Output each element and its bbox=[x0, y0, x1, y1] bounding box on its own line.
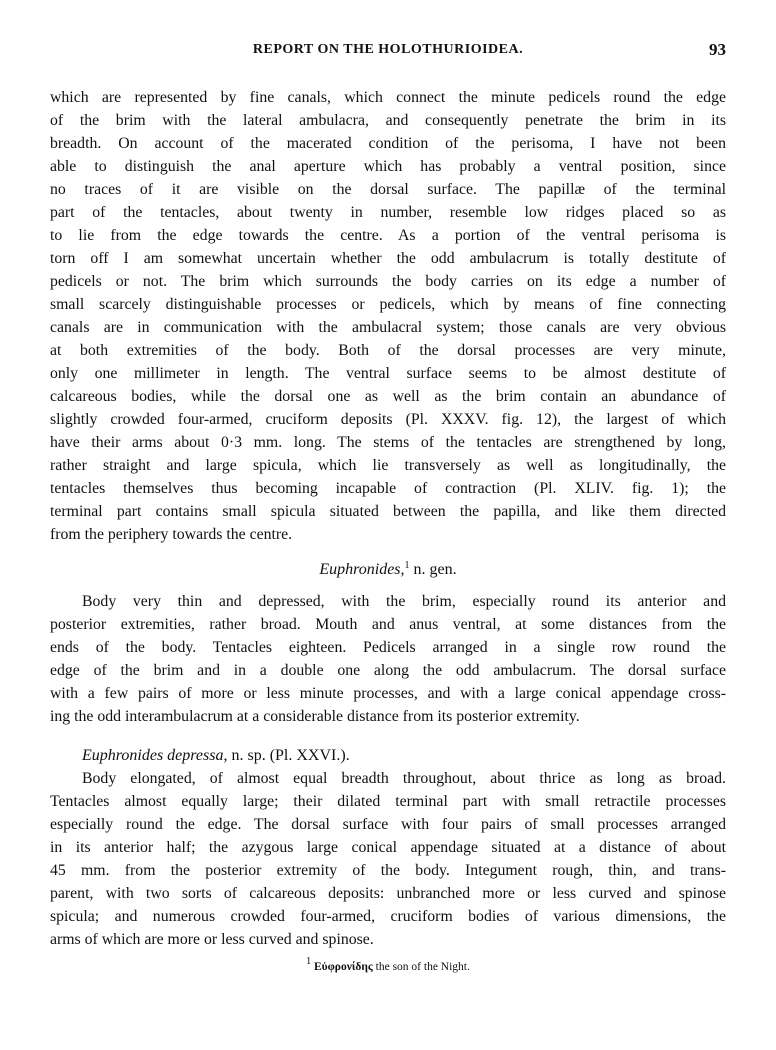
text-line: rather straight and large spicula, which lie transversely as well as longitudinally, the bbox=[50, 457, 726, 474]
text-line: terminal part contains small spicula situated between the papilla, and like them directed bbox=[50, 503, 726, 520]
text-line: tentacles themselves thus becoming incapable of contraction (Pl. XLIV. fig. 1); the bbox=[50, 480, 726, 497]
page-header bbox=[50, 42, 726, 66]
text-line: Tentacles almost equally large; their dilated terminal part with small retractile processes bbox=[50, 793, 726, 810]
text-line: 45 mm. from the posterior extremity of the body. Integument rough, thin, and trans- bbox=[50, 862, 726, 879]
text-line: part of the tentacles, about twenty in number, resemble low ridges placed so as bbox=[50, 204, 726, 221]
footnote bbox=[50, 956, 726, 975]
text-line: especially round the edge. The dorsal surface with four pairs of small processes arranged bbox=[50, 816, 726, 833]
text-line: parent, with two sorts of calcareous deposits: unbranched more or less curved and spinose bbox=[50, 885, 726, 902]
footnote-reference: 1 bbox=[404, 560, 410, 571]
text-line: with a few pairs of more or less minute processes, and with a large conical appendage cross- bbox=[50, 685, 726, 702]
genus-name: Euphronides, bbox=[319, 561, 405, 578]
text-line: to lie from the edge towards the centre. As a portion of the ventral perisoma is bbox=[50, 227, 726, 244]
text-line: torn off I am somewhat uncertain whether the odd ambulacrum is totally destitute of bbox=[50, 250, 726, 267]
text-line: calcareous bodies, while the dorsal one as well as the brim contain an abundance of bbox=[50, 388, 726, 405]
running-title: REPORT ON THE HOLOTHURIOIDEA. bbox=[252, 42, 524, 57]
text-line: from the periphery towards the centre. bbox=[50, 526, 293, 543]
genus-heading-suffix: n. gen. bbox=[409, 561, 457, 578]
text-line: posterior extremities, rather broad. Mouth and anus ventral, at some distances from the bbox=[50, 616, 726, 633]
paragraph-1 bbox=[50, 86, 726, 546]
footnote-greek-word: Εὐφρονίδης bbox=[313, 961, 373, 973]
text-line: canals are in communication with the ambulacral system; those canals are very obvious bbox=[50, 319, 726, 336]
footnote-mark: 1 bbox=[306, 956, 312, 967]
text-line: edge of the brim and in a double one along the odd ambulacrum. The dorsal surface bbox=[50, 662, 726, 679]
text-line: spicula; and numerous crowded four-armed, cruciform bodies of various dimensions, the bbox=[50, 908, 726, 925]
text-line: have their arms about 0·3 mm. long. The stems of the tentacles are strengthened by long, bbox=[50, 434, 726, 451]
text-line: ing the odd interambulacrum at a considerable distance from its posterior extremity. bbox=[50, 708, 580, 725]
paragraph-3 bbox=[50, 767, 726, 951]
text-line: able to distinguish the anal aperture which has probably a ventral position, since bbox=[50, 158, 726, 175]
text-line: Body elongated, of almost equal breadth throughout, about thrice as long as broad. bbox=[82, 770, 726, 787]
text-line: breadth. On account of the macerated condition of the perisoma, I have not been bbox=[50, 135, 726, 152]
genus-heading bbox=[50, 558, 726, 581]
text-line: Body very thin and depressed, with the brim, especially round its anterior and bbox=[82, 593, 726, 610]
species-heading-suffix: , n. sp. (Pl. XXVI.). bbox=[223, 747, 350, 764]
text-line: in its anterior half; the azygous large conical appendage situated at a distance of about bbox=[50, 839, 726, 856]
text-line: at both extremities of the body. Both of the dorsal processes are very minute, bbox=[50, 342, 726, 359]
text-line: which are represented by fine canals, which connect the minute pedicels round the edge bbox=[50, 89, 726, 106]
text-line: no traces of it are visible on the dorsal surface. The papillæ of the terminal bbox=[50, 181, 726, 198]
species-name: Euphronides depressa bbox=[82, 747, 224, 764]
text-line: slightly crowded four-armed, cruciform deposits (Pl. XXXV. fig. 12), the largest of which bbox=[50, 411, 726, 428]
text-line: of the brim with the lateral ambulacra, and consequently penetrate the brim in its bbox=[50, 112, 726, 129]
page-number: 93 bbox=[709, 40, 726, 59]
text-line: pedicels or not. The brim which surrounds the body carries on its edge a number of bbox=[50, 273, 726, 290]
text-line: arms of which are more or less curved and spinose. bbox=[50, 931, 374, 948]
paragraph-2 bbox=[50, 590, 726, 728]
text-line: small scarcely distinguishable processes or pedicels, which by means of fine connecting bbox=[50, 296, 726, 313]
text-line: ends of the body. Tentacles eighteen. Pedicels arranged in a single row round the bbox=[50, 639, 726, 656]
footnote-text: the son of the Night. bbox=[372, 961, 470, 973]
species-heading bbox=[82, 744, 350, 767]
text-line: only one millimeter in length. The ventral surface seems to be almost destitute of bbox=[50, 365, 726, 382]
